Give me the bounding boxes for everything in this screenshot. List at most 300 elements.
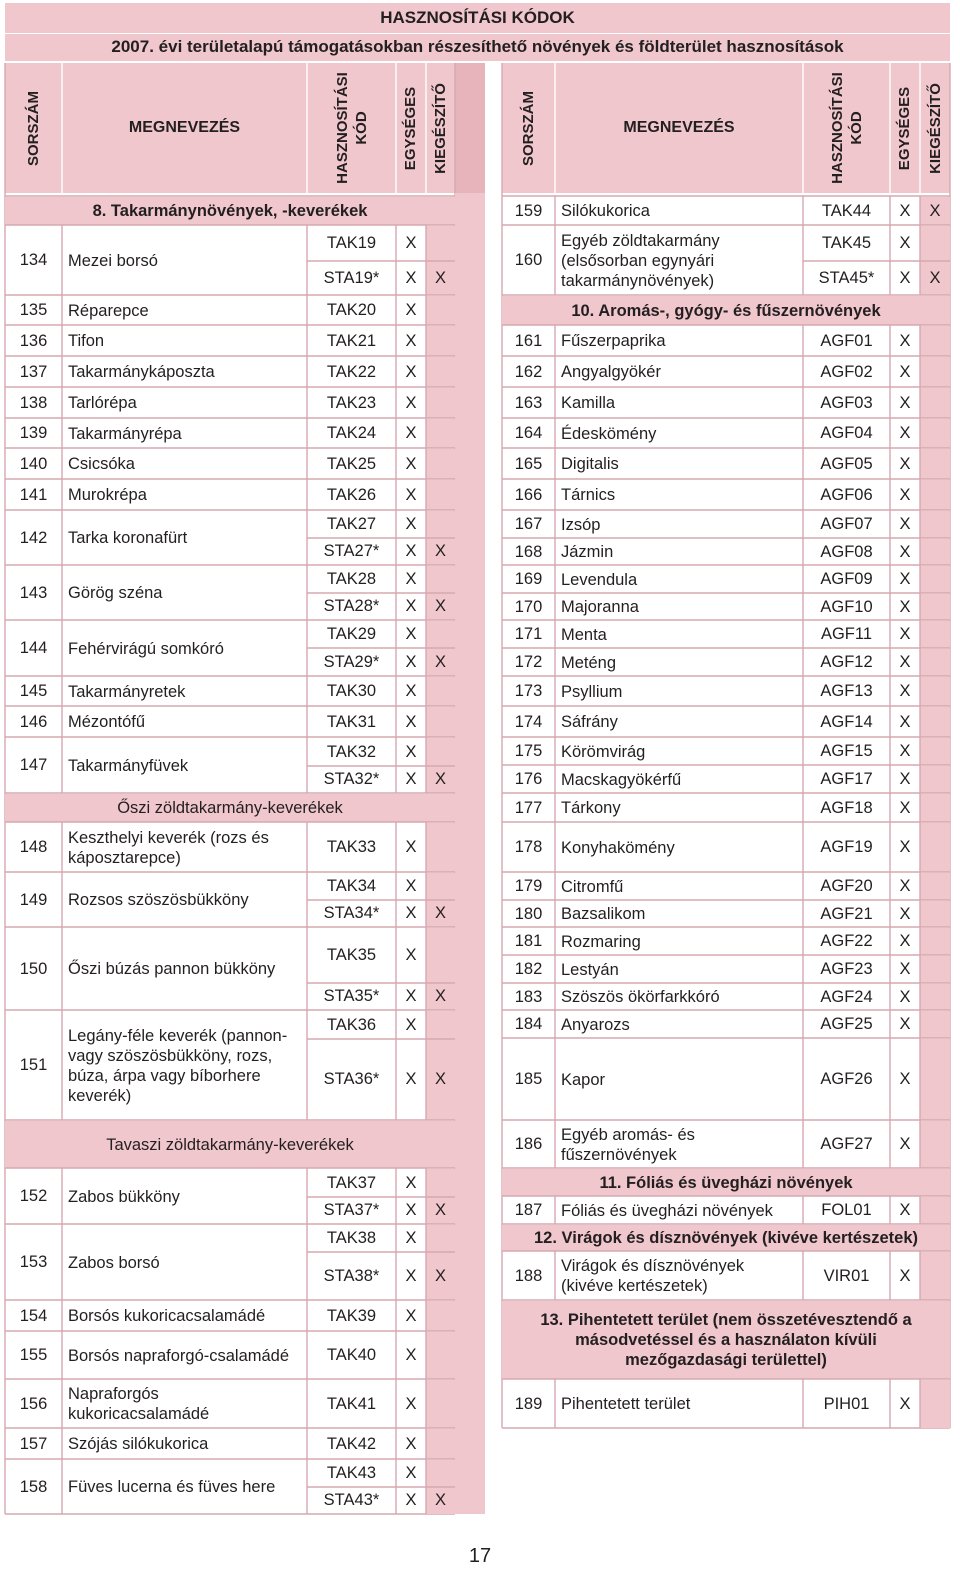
left-code: TAK28 <box>326 570 377 588</box>
right-egyseges-mark: X <box>899 904 911 923</box>
right-kiegeszito-mark <box>920 823 950 872</box>
right-kiegeszito-mark <box>920 677 950 706</box>
left-row-number: 148 <box>19 838 48 856</box>
right-row-name: Szöszös ökörfarkkóró <box>561 988 720 1006</box>
left-egyseges-mark: X <box>405 770 417 788</box>
left-row-name: Keszthelyi keverék (rozs és káposztarepce) <box>68 828 269 867</box>
left-row-number: 151 <box>19 1056 48 1074</box>
left-code: TAK42 <box>326 1434 377 1453</box>
left-egyseges-mark: X <box>405 424 417 442</box>
left-code: STA29* <box>323 652 380 671</box>
left-row-name: Zabos bükköny <box>68 1187 180 1206</box>
left-code: TAK26 <box>326 485 377 504</box>
left-kiegeszito-mark: X <box>434 597 446 615</box>
left-code: TAK40 <box>326 1346 377 1364</box>
left-kiegeszito-mark: X <box>434 904 446 922</box>
left-code: TAK19 <box>326 234 377 252</box>
right-row-name: Digitalis <box>561 455 619 473</box>
left-egyseges-mark: X <box>405 454 417 473</box>
page-title: HASZNOSÍTÁSI KÓDOK <box>380 8 575 27</box>
left-row-number: 137 <box>19 362 48 381</box>
right-kiegeszito-mark <box>920 928 950 955</box>
left-row-name: Napraforgós kukoricacsalamádé <box>68 1385 210 1423</box>
left-egyseges-mark: X <box>405 1464 417 1482</box>
page-number: 17 <box>468 1545 492 1567</box>
left-kiegeszito-mark <box>426 296 455 325</box>
left-row-name: Szójás silókukorica <box>68 1435 209 1453</box>
left-code: TAK24 <box>326 424 377 442</box>
left-row-number: 139 <box>19 424 48 442</box>
right-section-title: 10. Aromás-, gyógy- és fűszernövények <box>571 301 881 320</box>
right-row-number: 179 <box>514 877 543 895</box>
right-egyseges-mark: X <box>899 877 911 895</box>
right-code: AGF21 <box>820 904 873 923</box>
left-row-number: 158 <box>19 1477 48 1496</box>
left-row-name: Zabos borsó <box>68 1253 160 1272</box>
right-code: AGF14 <box>820 712 873 731</box>
left-col-kiegeszito-label: KIEGÉSZÍTŐ <box>432 82 449 174</box>
left-code: TAK41 <box>326 1394 377 1413</box>
right-egyseges-mark: X <box>899 742 911 760</box>
right-row-name: Majoranna <box>561 598 639 616</box>
right-egyseges-mark: X <box>899 1394 911 1413</box>
left-row-number: 140 <box>19 454 48 473</box>
right-row-number: 174 <box>514 712 543 731</box>
right-row-name: Pihentetett terület <box>561 1395 691 1413</box>
right-code: AGF20 <box>820 877 873 895</box>
left-row-name: Takarmányfüvek <box>68 756 189 775</box>
left-egyseges-mark: X <box>405 1229 417 1247</box>
left-kiegeszito-mark <box>426 1380 455 1428</box>
left-egyseges-mark: X <box>405 301 417 319</box>
right-kiegeszito-mark <box>920 1380 950 1428</box>
right-row-number: 180 <box>514 904 543 923</box>
right-code: AGF25 <box>820 1015 873 1033</box>
right-row-number: 181 <box>514 932 543 950</box>
right-kiegeszito-mark <box>920 1121 950 1168</box>
left-egyseges-mark: X <box>405 570 417 588</box>
right-kiegeszito-mark <box>920 1197 950 1224</box>
right-code: FOL01 <box>821 1201 872 1219</box>
left-kiegeszito-mark: X <box>434 1201 446 1219</box>
left-row-name: Mézontófű <box>68 713 146 731</box>
right-egyseges-mark: X <box>899 597 911 616</box>
right-code: AGF12 <box>820 653 873 671</box>
right-row-name: Egyéb zöldtakarmány (elsősorban egynyári takarmánynövények) <box>561 231 720 290</box>
right-row-name: Virágok és dísznövények (kivéve kertészetek) <box>561 1257 745 1295</box>
right-col-kod <box>803 63 890 193</box>
right-row-number: 163 <box>514 393 543 412</box>
left-egyseges-mark: X <box>405 1201 417 1219</box>
right-egyseges-mark: X <box>899 331 911 350</box>
right-row-number: 164 <box>514 424 543 442</box>
right-kiegeszito-mark: X <box>929 201 941 220</box>
right-egyseges-mark: X <box>899 393 911 412</box>
right-kiegeszito-mark <box>920 226 950 261</box>
left-kiegeszito-mark <box>426 621 455 648</box>
right-code: AGF24 <box>820 987 873 1006</box>
left-kiegeszito-mark <box>426 1429 455 1459</box>
left-egyseges-mark: X <box>405 682 417 700</box>
left-code: TAK36 <box>326 1015 377 1034</box>
right-col-kod-label: HASZNOSÍTÁSI KÓD <box>828 72 865 184</box>
right-row-name: Tárnics <box>561 486 616 504</box>
left-row-name: Legány-féle keverék (pannon- vagy szöszösbükköny, rozs, búza, árpa vagy bíborhere keverék) <box>68 1026 288 1105</box>
left-egyseges-mark: X <box>405 234 417 252</box>
left-row-name: Takarmánykáposzta <box>68 363 215 381</box>
left-row-name: Őszi búzás pannon bükköny <box>68 960 276 978</box>
left-row-number: 150 <box>19 959 48 978</box>
page-subtitle: 2007. évi területalapú támogatásokban részesíthető növények és földterület hasznosítások <box>111 37 844 56</box>
right-row-number: 183 <box>514 987 543 1006</box>
right-row-name: Bazsalikom <box>561 905 646 923</box>
left-code: STA36* <box>323 1070 380 1088</box>
left-code: STA28* <box>323 597 380 615</box>
left-code: TAK33 <box>326 838 377 856</box>
right-code: TAK44 <box>821 201 872 220</box>
right-code: AGF11 <box>820 625 873 643</box>
left-code: TAK27 <box>326 515 377 533</box>
left-kiegeszito-mark <box>426 1460 455 1487</box>
right-code: TAK45 <box>821 234 872 252</box>
right-col-kiegeszito-label: KIEGÉSZÍTŐ <box>926 82 944 174</box>
right-col-egyseges <box>890 63 920 193</box>
left-kiegeszito-mark <box>426 873 455 900</box>
left-kiegeszito-mark <box>426 480 455 510</box>
right-code: AGF17 <box>820 770 873 788</box>
left-code: STA27* <box>323 542 380 560</box>
left-row-number: 149 <box>19 890 48 909</box>
left-code: TAK30 <box>326 682 377 700</box>
right-kiegeszito-mark <box>920 766 950 793</box>
left-row-number: 145 <box>19 682 48 700</box>
left-egyseges-mark: X <box>405 742 417 761</box>
left-row-name: Tarka koronafürt <box>68 529 188 547</box>
left-row-number: 155 <box>19 1346 48 1364</box>
left-row-number: 142 <box>19 528 48 547</box>
right-kiegeszito-mark <box>920 738 950 765</box>
left-kiegeszito-mark <box>426 449 455 479</box>
right-kiegeszito-mark <box>920 649 950 676</box>
left-section-title: Őszi zöldtakarmány-keverékek <box>117 799 343 817</box>
left-col-megnevezes <box>62 63 307 193</box>
right-egyseges-mark: X <box>899 932 911 950</box>
right-row-number: 176 <box>514 770 543 788</box>
left-kiegeszito-mark <box>426 1225 455 1252</box>
left-row-name: Fehérvirágú somkóró <box>68 639 224 658</box>
left-row-name: Borsós napraforgó-csalamádé <box>68 1346 290 1365</box>
left-egyseges-mark: X <box>405 1306 417 1325</box>
left-section-title: Tavaszi zöldtakarmány-keverékek <box>106 1135 354 1154</box>
right-code: AGF09 <box>820 570 873 588</box>
left-egyseges-mark: X <box>405 1173 417 1192</box>
right-kiegeszito-mark <box>920 707 950 737</box>
right-col-egyseges-label: EGYSÉGES <box>896 86 914 170</box>
left-row-number: 136 <box>19 331 48 350</box>
right-kiegeszito-mark <box>920 621 950 648</box>
right-egyseges-mark: X <box>899 201 911 220</box>
right-row-name: Macskagyökérfű <box>561 770 682 789</box>
right-row-name: Psyllium <box>561 682 623 701</box>
right-row-name: Angyalgyökér <box>561 363 661 381</box>
right-egyseges-mark: X <box>899 1070 911 1088</box>
left-egyseges-mark: X <box>405 542 417 560</box>
right-kiegeszito-mark <box>920 956 950 983</box>
right-kiegeszito-mark <box>920 1252 950 1300</box>
left-egyseges-mark: X <box>405 625 417 643</box>
left-row-name: Takarmányretek <box>68 682 186 701</box>
left-row-name: Tifon <box>68 332 105 350</box>
left-kiegeszito-mark <box>426 326 455 356</box>
right-kiegeszito-mark <box>920 449 950 479</box>
right-row-number: 173 <box>514 682 543 700</box>
right-col-megnevezes-label: MEGNEVEZÉS <box>623 119 735 136</box>
right-row-number: 171 <box>514 625 543 643</box>
right-code: AGF22 <box>820 932 873 950</box>
left-code: TAK20 <box>326 301 377 319</box>
right-code: AGF02 <box>820 362 873 381</box>
left-row-name: Csicsóka <box>68 455 135 473</box>
right-kiegeszito-mark <box>920 873 950 900</box>
right-row-number: 187 <box>514 1201 543 1219</box>
right-row-number: 161 <box>514 331 543 350</box>
left-row-number: 134 <box>19 251 48 269</box>
right-kiegeszito-mark <box>920 594 950 620</box>
right-code: AGF08 <box>820 542 873 561</box>
right-row-name: Meténg <box>561 653 617 672</box>
left-code: TAK38 <box>326 1229 377 1247</box>
right-egyseges-mark: X <box>899 1201 911 1219</box>
left-kiegeszito-mark <box>426 511 455 538</box>
right-row-number: 165 <box>514 454 543 473</box>
right-code: AGF01 <box>820 331 873 350</box>
right-egyseges-mark: X <box>899 542 911 561</box>
right-row-name: Rozmaring <box>561 932 641 951</box>
right-row-name: Kapor <box>561 1070 606 1089</box>
right-code: AGF06 <box>820 485 873 504</box>
left-code: TAK34 <box>326 877 377 895</box>
left-code: STA34* <box>323 904 380 922</box>
left-egyseges-mark: X <box>405 597 417 615</box>
left-kiegeszito-mark <box>426 226 455 261</box>
left-code: TAK21 <box>326 331 377 350</box>
left-row-name: Görög széna <box>68 584 163 602</box>
left-egyseges-mark: X <box>405 1070 417 1088</box>
right-row-number: 168 <box>514 542 543 561</box>
right-row-name: Lestyán <box>561 960 619 979</box>
right-kiegeszito-mark <box>920 388 950 418</box>
right-egyseges-mark: X <box>899 454 911 473</box>
left-code: TAK23 <box>326 393 377 412</box>
left-code: TAK37 <box>326 1173 377 1192</box>
left-egyseges-mark: X <box>405 838 417 856</box>
right-kiegeszito-mark <box>920 984 950 1010</box>
right-code: AGF26 <box>820 1070 873 1088</box>
left-kiegeszito-mark <box>426 1332 455 1379</box>
left-kiegeszito-mark <box>426 419 455 448</box>
left-row-number: 153 <box>19 1253 48 1271</box>
left-kiegeszito-mark <box>426 1011 455 1039</box>
left-code: STA35* <box>323 987 380 1005</box>
right-row-name: Körömvirág <box>561 742 646 761</box>
left-row-number: 138 <box>19 393 48 412</box>
right-row-name: Sáfrány <box>561 713 618 731</box>
left-code: TAK25 <box>326 454 377 473</box>
right-row-number: 172 <box>514 653 543 671</box>
left-kiegeszito-mark: X <box>434 542 446 560</box>
right-code: AGF18 <box>820 798 873 817</box>
left-code: STA37* <box>323 1201 380 1219</box>
right-row-number: 189 <box>514 1394 543 1413</box>
right-egyseges-mark: X <box>899 362 911 381</box>
right-kiegeszito-mark <box>920 1011 950 1038</box>
right-row-number: 166 <box>514 485 543 504</box>
right-egyseges-mark: X <box>899 515 911 533</box>
right-egyseges-mark: X <box>899 570 911 588</box>
right-row-name: Citromfű <box>561 877 624 896</box>
left-code: STA32* <box>323 770 380 788</box>
left-row-name: Takarmányrépa <box>68 424 182 443</box>
left-kiegeszito-mark: X <box>434 987 446 1005</box>
right-row-number: 170 <box>514 597 543 616</box>
right-code: AGF19 <box>820 838 873 856</box>
right-code: AGF23 <box>820 960 873 978</box>
right-egyseges-mark: X <box>899 653 911 671</box>
left-egyseges-mark: X <box>405 1346 417 1364</box>
left-section-title: 8. Takarmánynövények, -keverékek <box>92 202 368 220</box>
left-row-name: Rozsos szöszösbükköny <box>68 891 249 909</box>
right-egyseges-mark: X <box>899 268 911 287</box>
left-col-kod <box>307 63 396 193</box>
right-row-name: Édeskömény <box>561 424 657 443</box>
left-egyseges-mark: X <box>405 652 417 671</box>
left-kiegeszito-mark: X <box>434 1070 446 1088</box>
left-row-number: 141 <box>19 485 48 504</box>
right-row-number: 177 <box>514 798 543 817</box>
right-kiegeszito-mark <box>920 357 950 387</box>
left-row-name: Mezei borsó <box>68 251 158 270</box>
right-code: AGF13 <box>820 682 873 700</box>
left-code: TAK22 <box>326 362 377 381</box>
right-row-name: Fűszerpaprika <box>561 332 666 350</box>
left-egyseges-mark: X <box>405 712 417 731</box>
right-row-number: 184 <box>514 1015 543 1033</box>
left-code: TAK32 <box>326 742 377 761</box>
left-egyseges-mark: X <box>405 515 417 533</box>
left-egyseges-mark: X <box>405 1394 417 1413</box>
right-kiegeszito-mark <box>920 794 950 822</box>
right-row-number: 178 <box>514 838 543 856</box>
right-row-number: 167 <box>514 515 543 533</box>
right-row-name: Konyhakömény <box>561 838 675 857</box>
right-egyseges-mark: X <box>899 798 911 817</box>
left-row-number: 143 <box>19 583 48 602</box>
right-egyseges-mark: X <box>899 234 911 252</box>
left-row-number: 156 <box>19 1394 48 1413</box>
right-code: AGF07 <box>820 515 873 533</box>
right-row-name: Levendula <box>561 570 638 589</box>
left-egyseges-mark: X <box>405 1266 417 1285</box>
right-row-number: 162 <box>514 362 543 381</box>
left-egyseges-mark: X <box>405 485 417 504</box>
left-kiegeszito-mark <box>426 1169 455 1197</box>
right-section-title: 13. Pihentetett terület (nem összetévesztendő a másodvetéssel és a használaton kívüli mezőgazdasági területtel) <box>540 1311 912 1369</box>
left-egyseges-mark: X <box>405 362 417 381</box>
left-row-number: 144 <box>19 639 48 657</box>
right-row-number: 182 <box>514 960 543 978</box>
right-row-name: Fóliás és üvegházi növények <box>561 1201 773 1220</box>
right-kiegeszito-mark <box>920 1039 950 1120</box>
right-code: AGF10 <box>820 597 873 616</box>
right-row-number: 175 <box>514 742 543 760</box>
left-row-number: 152 <box>19 1187 48 1205</box>
right-kiegeszito-mark <box>920 539 950 565</box>
left-kiegeszito-mark <box>426 1301 455 1331</box>
left-egyseges-mark: X <box>405 393 417 412</box>
right-egyseges-mark: X <box>899 838 911 856</box>
left-code: TAK29 <box>326 625 377 643</box>
left-col-egyseges <box>396 63 426 193</box>
right-code: STA45* <box>818 268 875 287</box>
right-code: AGF03 <box>820 393 873 412</box>
left-row-name: Tarlórépa <box>68 394 137 412</box>
left-egyseges-mark: X <box>405 987 417 1005</box>
left-kiegeszito-mark <box>426 707 455 737</box>
left-col-egyseges-label: EGYSÉGES <box>402 86 420 170</box>
right-code: VIR01 <box>823 1266 870 1285</box>
right-row-name: Anyarozs <box>561 1015 630 1034</box>
left-row-number: 154 <box>19 1306 48 1325</box>
right-egyseges-mark: X <box>899 712 911 731</box>
right-section-title: 11. Fóliás és üvegházi növények <box>599 1173 853 1192</box>
left-header-spacer <box>455 63 485 193</box>
left-egyseges-mark: X <box>405 1015 417 1034</box>
left-code: STA43* <box>323 1491 380 1509</box>
left-kiegeszito-mark: X <box>434 268 446 287</box>
left-row-name: Füves lucerna és füves here <box>68 1478 276 1496</box>
right-row-name: Izsóp <box>561 515 601 534</box>
left-kiegeszito-mark <box>426 566 455 593</box>
right-col-sorszam <box>502 63 555 193</box>
left-code: TAK43 <box>326 1464 377 1482</box>
right-row-name: Menta <box>561 625 607 644</box>
right-row-name: Egyéb aromás- és fűszernövények <box>561 1125 695 1164</box>
right-row-number: 160 <box>514 251 543 269</box>
right-code: PIH01 <box>823 1394 870 1413</box>
left-row-name: Murokrépa <box>68 486 147 504</box>
left-col-sorszam <box>5 63 62 193</box>
right-kiegeszito-mark <box>920 326 950 356</box>
right-row-number: 159 <box>514 201 543 220</box>
right-egyseges-mark: X <box>899 1135 911 1153</box>
right-row-number: 169 <box>514 570 543 588</box>
left-kiegeszito-mark: X <box>434 1491 446 1509</box>
right-kiegeszito-mark <box>920 566 950 593</box>
right-egyseges-mark: X <box>899 682 911 700</box>
right-egyseges-mark: X <box>899 987 911 1006</box>
right-kiegeszito-mark <box>920 901 950 927</box>
left-egyseges-mark: X <box>405 268 417 287</box>
left-egyseges-mark: X <box>405 946 417 964</box>
left-spacer-column <box>455 193 485 1514</box>
right-col-kiegeszito <box>920 63 950 193</box>
right-kiegeszito-mark <box>920 511 950 538</box>
left-row-number: 147 <box>19 756 48 774</box>
left-egyseges-mark: X <box>405 877 417 895</box>
left-code: TAK31 <box>326 712 377 731</box>
left-egyseges-mark: X <box>405 1491 417 1509</box>
left-code: STA38* <box>323 1266 380 1285</box>
